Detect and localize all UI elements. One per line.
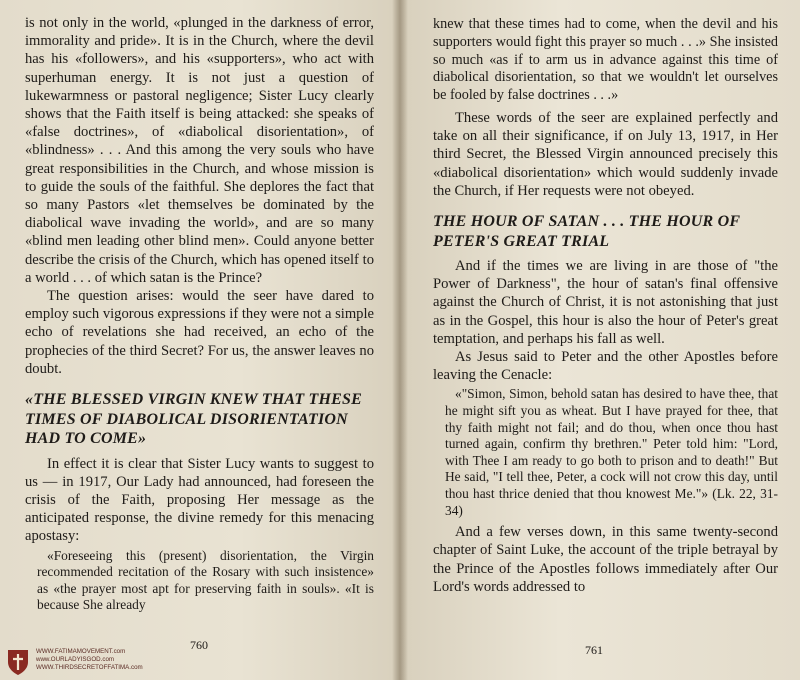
footer-url-2[interactable]: www.OURLADYISGOD.com	[36, 656, 115, 663]
right-paragraph-1: knew that these times had to come, when the devil and his supporters would fight this prayer so much . . .» She insisted so much «as if to arm us in advance against this time of diabolical disorientation, so that we wouldn't let ourselves be fooled by false doctrines . . .»	[433, 16, 778, 104]
right-paragraph-2: These words of the seer are explained perfectly and take on all their significance, if on July 13, 1917, in Her third Secret, the Blessed Virgin announced precisely this «diabolical disorientation» which would suddenly invade the Church, if Her requests were not obeyed.	[433, 109, 778, 199]
footer-url-3[interactable]: WWW.THIRDSECRETOFFATIMA.com	[36, 664, 143, 671]
left-quote: «Foreseeing this (present) disorientation, the Virgin recommended recitation of the Rosary with such insistence» as «the prayer most apt for preserving faith in souls». «It is because She already	[37, 547, 374, 613]
left-page-number: 760	[190, 638, 208, 652]
left-paragraph-3: In effect it is clear that Sister Lucy wants to suggest to us — in 1917, Our Lady had announced, had foreseen the crisis of the Faith, proposing Her message as the anticipated response, the divine remedy for this menacing apostasy:	[25, 455, 374, 545]
right-section-heading: THE HOUR OF SATAN . . . THE HOUR OF PETER'S GREAT TRIAL	[433, 213, 740, 250]
shield-logo-icon	[6, 648, 30, 676]
footer-url-1[interactable]: WWW.FATIMAMOVEMENT.com	[36, 648, 126, 655]
right-paragraph-4: As Jesus said to Peter and the other Apostles before leaving the Cenacle:	[433, 349, 778, 384]
right-quote: «"Simon, Simon, behold satan has desired to have thee, that he might sift you as wheat. But I have prayed for thee, that thy faith might not fail; and do thou, when once thou hast turned again, confirm thy brethren." Peter told him: "Lord, with Thee I am ready to go both to prison and to death!" But He said, "I tell thee, Peter, a cock will not crow this day, until thou hast thrice denied that thou knowest Me."» (Lk. 22, 31-34)	[445, 386, 778, 518]
left-section-heading: «THE BLESSED VIRGIN KNEW THAT THESE TIMES OF DIABOLICAL DISORIENTATION HAD TO COME»	[25, 391, 363, 448]
left-paragraph-2: The question arises: would the seer have dared to employ such vigorous expressions if they were not a simple echo of revelations she had received, an echo of the prophecies of the third Secret? For us, the answer leaves no doubt.	[25, 288, 374, 377]
left-column	[25, 14, 374, 618]
right-column	[433, 14, 778, 596]
right-page	[400, 0, 800, 680]
footer-watermark	[6, 648, 143, 676]
right-paragraph-3: And if the times we are living in are those of "the Power of Darkness", the hour of satan's final offensive against the Church of Christ, it is not astonishing that just as in the Gospel, this hour is also the hour of Peter's great temptation, and perhaps his fall as well.	[433, 258, 778, 347]
right-page-number: 761	[585, 643, 603, 657]
right-paragraph-5: And a few verses down, in this same twenty-second chapter of Saint Luke, the account of the triple betrayal by the Prince of the Apostles follows immediately after Our Lord's words addressed to	[433, 524, 778, 595]
left-paragraph-1: is not only in the world, «plunged in the darkness of error, immorality and pride». It is in the Church, where the devil has his «followers», and his «supporters», who act with superhuman energy. It is not just a question of lukewarmness or pastoral negligence; Sister Lucy clearly shows that the Faith itself is being attacked: she speaks of «false doctrines», of «diabolical disorientation», of «blindness» . . . And this among the very souls who have great responsibilities in the Church, and whose mission is to guide the souls of the faithful. She deplores the fact that so many Pastors «let themselves be dominated by the diabolical wave invading the world», and are so many «blind men leading other blind men». Could anyone better describe the crisis of the Church, which has opened itself to a world . . . of which satan is the Prince?	[25, 15, 374, 286]
